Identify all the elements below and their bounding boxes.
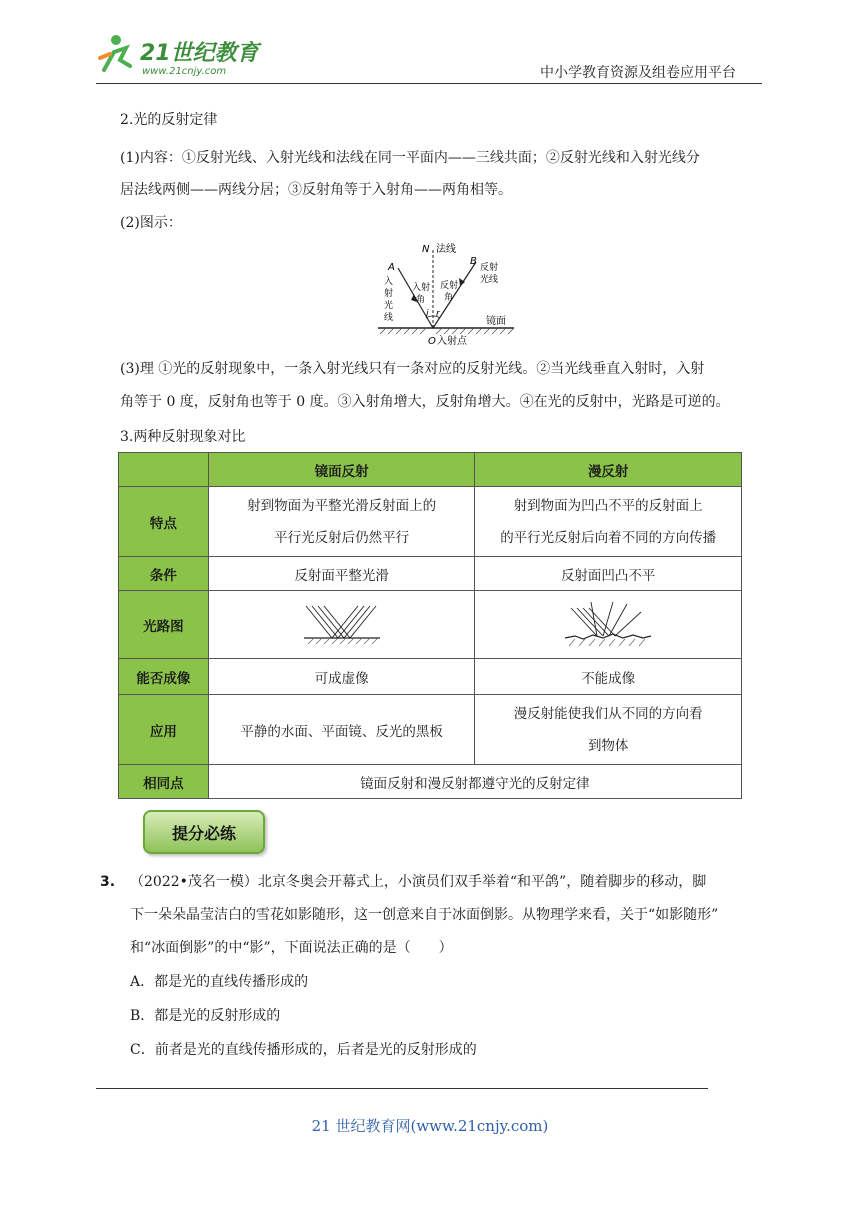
question-line1: （2022•茂名一模）北京冬奥会开幕式上，小演员们双手举着“和平鸽”，随着脚步的移动，脚 xyxy=(130,874,707,890)
row-label-application: 应用 xyxy=(119,695,209,765)
svg-text:入: 入 xyxy=(384,277,394,287)
option-c[interactable]: C．前者是光的直线传播形成的，后者是光的反射形成的 xyxy=(130,1042,477,1058)
cell-application-mirror: 平静的水面、平面镜、反光的黑板 xyxy=(208,695,475,765)
svg-text:光: 光 xyxy=(384,301,394,311)
table-row xyxy=(119,765,742,799)
cell-common: 镜面反射和漫反射都遵守光的反射定律 xyxy=(208,765,741,799)
header-platform-text: 中小学教育资源及组卷应用平台 xyxy=(540,65,736,81)
question-line3: 和“冰面倒影”的中“影”，下面说法正确的是（ ） xyxy=(130,940,453,956)
practice-button[interactable]: 提分必练 xyxy=(143,810,265,854)
header-divider xyxy=(96,83,762,84)
footer-link[interactable]: 21 世纪教育网(www.21cnjy.com) xyxy=(311,1117,549,1135)
section2-understanding-line1: (3)理 ①光的反射现象中，一条入射光线只有一条对应的反射光线。②当光线垂直入射时，入射 xyxy=(120,361,705,377)
svg-text:入射: 入射 xyxy=(412,283,431,293)
footer-divider xyxy=(96,1088,708,1089)
diagram-r-letter: r xyxy=(436,309,440,319)
table-row xyxy=(119,695,742,765)
cell-feature-diffuse: 射到物面为凹凸不平的反射面上 的平行光反射后向着不同的方向传播 xyxy=(475,487,742,557)
svg-text:角: 角 xyxy=(416,295,426,305)
cell-image-diffuse: 不能成像 xyxy=(475,659,742,695)
cell-application-diffuse: 漫反射能使我们从不同的方向看 到物体 xyxy=(475,695,742,765)
svg-text:线: 线 xyxy=(384,313,394,323)
table-row xyxy=(119,557,742,591)
cell-image-mirror: 可成虚像 xyxy=(208,659,475,695)
question-number: 3. xyxy=(100,874,116,890)
svg-text:反射: 反射 xyxy=(480,263,499,273)
row-label-feature: 特点 xyxy=(119,487,209,557)
site-logo xyxy=(96,30,266,78)
table-corner-cell xyxy=(119,453,209,487)
row-label-lightpath: 光路图 xyxy=(119,591,209,659)
cell-condition-mirror: 反射面平整光滑 xyxy=(208,557,475,591)
table-row xyxy=(119,487,742,557)
row-label-common: 相同点 xyxy=(119,765,209,799)
table-row xyxy=(119,659,742,695)
cell-feature-mirror: 射到物面为平整光滑反射面上的 平行光反射后仍然平行 xyxy=(208,487,475,557)
diagram-point-label: 入射点 xyxy=(437,336,467,347)
svg-text:光线: 光线 xyxy=(480,275,499,285)
mirror-reflection-figure xyxy=(302,600,382,646)
svg-text:射: 射 xyxy=(384,289,394,299)
diagram-i-letter: i xyxy=(426,309,429,319)
option-b[interactable]: B．都是光的反射形成的 xyxy=(130,1008,281,1024)
svg-text:反射: 反射 xyxy=(440,281,459,291)
diagram-mirror-label: 镜面 xyxy=(486,316,506,327)
table-col-mirror: 镜面反射 xyxy=(208,453,475,487)
logo-url: www.21cnjy.com xyxy=(142,66,227,77)
diagram-normal-text: 法线 xyxy=(436,244,456,255)
row-label-image: 能否成像 xyxy=(119,659,209,695)
section2-figure-label: (2)图示： xyxy=(120,215,182,231)
diffuse-reflection-figure xyxy=(563,598,653,648)
svg-text:角: 角 xyxy=(444,293,454,303)
section3-title: 3.两种反射现象对比 xyxy=(120,429,246,445)
cell-condition-diffuse: 反射面凹凸不平 xyxy=(475,557,742,591)
section2-content-line2: 居法线两侧——两线分居；③反射角等于入射角——两角相等。 xyxy=(120,182,512,198)
diagram-a-letter: A xyxy=(388,262,395,273)
cell-lightpath-diffuse xyxy=(475,591,742,659)
logo-text: 21世纪教育 xyxy=(140,41,259,66)
reflection-diagram xyxy=(376,238,516,350)
option-a[interactable]: A．都是光的直线传播形成的 xyxy=(130,974,309,990)
section2-understanding-line2: 角等于 0 度，反射角也等于 0 度。③入射角增大，反射角增大。④在光的反射中，光路是可逆的。 xyxy=(120,394,730,410)
row-label-condition: 条件 xyxy=(119,557,209,591)
question-line2: 下一朵朵晶莹洁白的雪花如影随形，这一创意来自于冰面倒影。从物理学来看，关于“如影随形” xyxy=(130,907,719,923)
cell-lightpath-mirror xyxy=(208,591,475,659)
diagram-o-letter: O xyxy=(428,336,436,347)
diagram-normal-letter: N xyxy=(422,244,430,255)
section2-content-line1: (1)内容：①反射光线、入射光线和法线在同一平面内——三线共面；②反射光线和入射光线分 xyxy=(120,150,700,166)
table-row xyxy=(119,591,742,659)
diagram-b-letter: B xyxy=(470,256,477,267)
section2-title: 2.光的反射定律 xyxy=(120,112,218,128)
comparison-table xyxy=(118,452,742,799)
table-header-row xyxy=(119,453,742,487)
table-col-diffuse: 漫反射 xyxy=(475,453,742,487)
